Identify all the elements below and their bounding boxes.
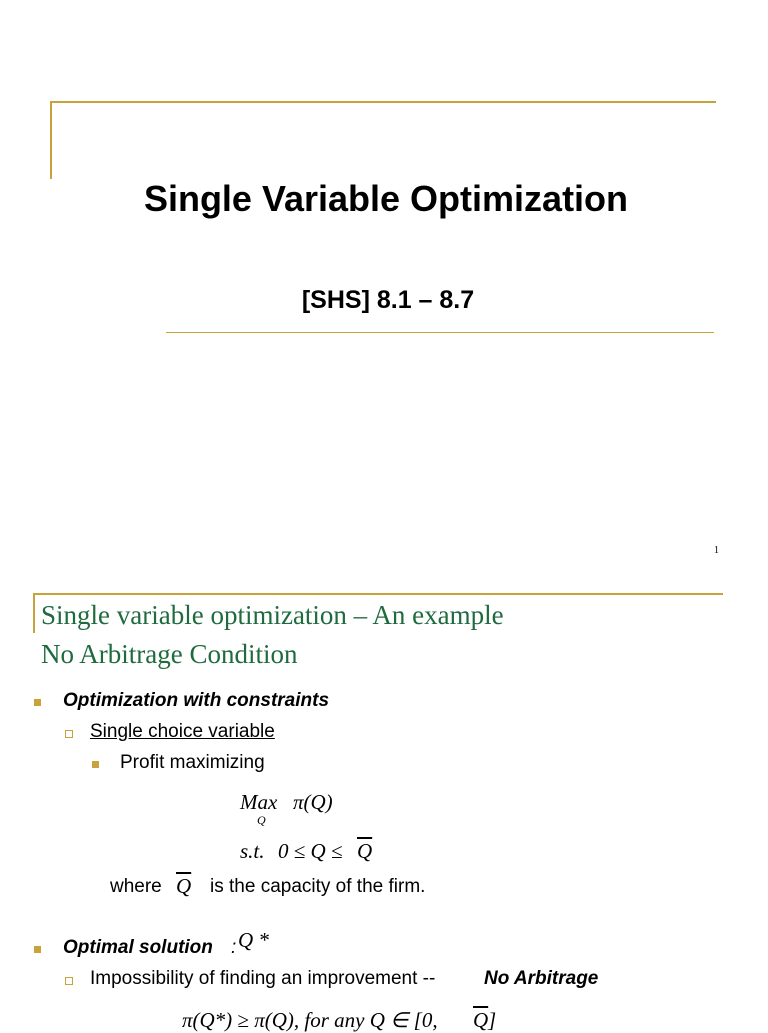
no-arbitrage-bold: No Arbitrage (484, 968, 599, 989)
bullet-optimal-solution: Optimal solution (63, 937, 213, 958)
slide1-title: Single Variable Optimization (143, 178, 629, 219)
bullet-square-icon (34, 699, 41, 706)
qstar: Q * (238, 928, 269, 952)
slide2-title-line2: No Arbitrage Condition (41, 639, 298, 669)
where-text: where (110, 876, 162, 897)
eq-st: s.t. (240, 839, 265, 863)
slide1-frame-left (50, 101, 52, 179)
slide1-subtitle: [SHS] 8.1 – 8.7 (301, 286, 475, 314)
eq-qbar: $\overline{Q}$ (357, 839, 373, 863)
eq-max: Max (240, 790, 278, 814)
capacity-text: is the capacity of the firm. (210, 876, 426, 897)
sub-bullet-impossibility: Impossibility of finding an improvement -- (90, 968, 436, 989)
subsub-profit-maximizing: Profit maximizing (120, 752, 265, 773)
bullet-optimization-constraints: Optimization with constraints (63, 690, 330, 711)
slide1-subtitle-rule (166, 332, 714, 333)
sub-bullet-hollow-icon (65, 730, 73, 738)
slide1-frame-top (50, 101, 716, 103)
where-qbar: $\overline{Q}$ (176, 874, 192, 898)
optimal-colon: : (231, 937, 237, 958)
eq-max-subscript: Q (257, 813, 266, 827)
slide2-title-line1: Single variable optimization – An example (41, 600, 504, 630)
sub-bullet-hollow-icon (65, 977, 73, 985)
page-number: 1 (714, 545, 719, 556)
sub-bullet-single-choice: Single choice variable (90, 721, 275, 742)
eq-objective: π(Q) (293, 790, 333, 814)
bullet-square-icon (92, 761, 99, 768)
bottom-eq-qbar: $\overline{Q}$ (473, 1008, 489, 1032)
eq-constraint: 0 ≤ Q ≤ (278, 839, 343, 863)
bottom-equation: π(Q*) ≥ π(Q), for any Q ∈ [0, (182, 1008, 438, 1032)
slide2-frame-left (33, 593, 35, 633)
slide2-frame-top (33, 593, 723, 595)
bottom-eq-end: ] (488, 1008, 497, 1032)
bullet-square-icon (34, 946, 41, 953)
